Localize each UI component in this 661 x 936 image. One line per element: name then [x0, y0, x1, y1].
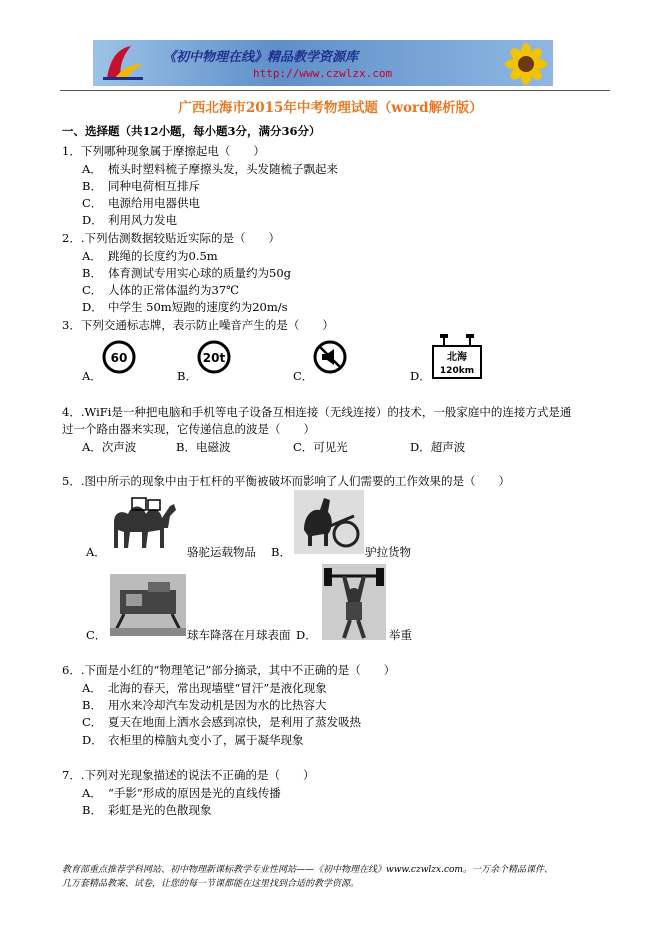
sign-a-text: 60 [110, 351, 128, 365]
sign-d-city: 北海 [447, 352, 467, 363]
q4-option-a [82, 439, 136, 455]
banner-title: 《初中物理在线》精品教学资源库 [163, 50, 359, 65]
header-rule [60, 90, 610, 91]
option-label: C． [82, 715, 103, 729]
q6-option-a-text: 北海的春天，常出现墙壁“冒汗”是液化现象 [108, 681, 327, 695]
q5-option-c-label: C． [86, 628, 107, 642]
q4-stem-line2: 过一个路由器来实现，它传递信息的波是（ ） [62, 422, 315, 436]
q6-option-a [82, 680, 327, 696]
q2-option-d-text: 中学生 50m短跑的速度约为20m/s [108, 300, 288, 314]
option-label: A． [82, 440, 102, 454]
q1-option-d-text: 利用风力发电 [108, 213, 177, 227]
q5-option-d-label: D． [296, 628, 317, 642]
q6-option-b-text: 用水来冷却汽车发动机是因为水的比热容大 [108, 698, 327, 712]
option-label: C． [82, 283, 103, 297]
q1-option-b-text: 同种电荷相互排斥 [108, 179, 200, 193]
q6-option-d-text: 衣柜里的樟脑丸变小了，属于凝华现象 [108, 733, 304, 747]
q2-option-a [82, 248, 218, 264]
q2-stem: 2．.下列估测数据较贴近实际的是（ ） [62, 231, 280, 245]
lunar-rover-image [110, 574, 186, 636]
q2-option-a-text: 跳绳的长度约为0.5m [108, 249, 218, 263]
footer-line-1: 教育部重点推荐学科网站、初中物理新课标教学专业性网站——《初中物理在线》www.czwlzx.com。一万余个精品课件、 [62, 865, 553, 875]
q5-option-a-label: A． [86, 545, 106, 559]
option-label: A． [82, 249, 102, 263]
option-label: A． [82, 162, 102, 176]
q7-option-a-text: “手影”形成的原因是光的直线传播 [108, 786, 281, 800]
q7-option-a [82, 785, 281, 801]
donkey-cart-image [294, 490, 364, 554]
q1-stem: 1．下列哪种现象属于摩擦起电（ ） [62, 144, 265, 158]
camel-image [108, 492, 180, 552]
sign-b-text: 20t [202, 351, 226, 365]
weight-limit-sign-icon [197, 340, 231, 374]
option-label: D． [82, 733, 103, 747]
page-footer [62, 863, 622, 891]
q3-stem: 3．下列交通标志牌，表示防止噪音产生的是（ ） [62, 318, 334, 332]
q1-option-d [82, 212, 177, 228]
q2-option-b [82, 265, 291, 281]
option-label: C． [293, 440, 314, 454]
option-label: D． [82, 213, 103, 227]
q1-option-c [82, 195, 200, 211]
q3-option-a-label: A． [82, 369, 102, 383]
q5-option-b-label: B． [271, 545, 291, 559]
sign-d-distance: 120km [439, 366, 475, 376]
q3-option-d-label: D． [410, 369, 431, 383]
q4-option-d-text: 超声波 [430, 440, 466, 454]
sunflower-icon [498, 42, 553, 86]
q4-option-b-text: 电磁波 [195, 440, 231, 454]
q2-option-c-text: 人体的正常体温约为37℃ [108, 283, 239, 297]
option-label: B． [82, 698, 102, 712]
header-banner [93, 40, 553, 86]
q4-option-c-text: 可见光 [313, 440, 348, 454]
q7-option-b [82, 802, 212, 818]
q3-option-c-label: C． [293, 369, 314, 383]
q6-option-c-text: 夏天在地面上洒水会感到凉快，是利用了蒸发吸热 [108, 715, 361, 729]
q5-stem: 5．.图中所示的现象中由于杠杆的平衡被破坏而影响了人们需要的工作效果的是（ ） [62, 474, 510, 488]
q5-option-a-text: 骆驼运载物品 [187, 545, 256, 559]
q1-option-a [82, 161, 338, 177]
q4-option-c [293, 439, 348, 455]
q2-option-b-text: 体育测试专用实心球的质量约为50g [108, 266, 291, 280]
weightlifter-image [322, 564, 386, 640]
speed-limit-sign-icon [102, 340, 136, 374]
option-label: B． [176, 440, 196, 454]
q2-option-d [82, 299, 288, 315]
q6-option-b [82, 697, 327, 713]
option-label: D． [82, 300, 103, 314]
option-label: A． [82, 786, 102, 800]
q6-option-c [82, 714, 361, 730]
option-label: B． [82, 803, 102, 817]
q6-option-d [82, 732, 304, 748]
option-label: C． [82, 196, 103, 210]
q4-option-a-text: 次声波 [101, 440, 137, 454]
section-heading: 一、选择题（共12小题，每小题3分，满分36分） [62, 124, 321, 138]
banner-url[interactable]: http://www.czwlzx.com [253, 67, 393, 80]
q5-option-d-text: 举重 [389, 628, 412, 642]
q4-option-b [176, 439, 230, 455]
option-label: D． [410, 440, 431, 454]
site-logo-icon [101, 44, 145, 82]
q3-option-b-label: B． [177, 369, 197, 383]
q4-stem-line1: 4．.WiFi是一种把电脑和手机等电子设备互相连接（无线连接）的技术，一般家庭中的连接方式是通 [62, 405, 572, 419]
q1-option-b [82, 178, 200, 194]
q7-stem: 7．.下列对光现象描述的说法不正确的是（ ） [62, 768, 315, 782]
document-title: 广西北海市2015年中考物理试题（word解析版） [178, 100, 483, 116]
q1-option-c-text: 电源给用电器供电 [108, 196, 200, 210]
distance-sign-icon [430, 334, 484, 380]
q7-option-b-text: 彩虹是光的色散现象 [108, 803, 212, 817]
q4-option-d [410, 439, 465, 455]
q1-option-a-text: 梳头时塑料梳子摩擦头发，头发随梳子飘起来 [108, 162, 338, 176]
option-label: B． [82, 179, 102, 193]
option-label: A． [82, 681, 102, 695]
footer-line-2: 几万套精品教案、试卷，让您的每一节课都能在这里找到合适的教学资源。 [62, 879, 360, 889]
q5-option-b-text: 驴拉货物 [365, 545, 411, 559]
q6-stem: 6．.下面是小红的“物理笔记”部分摘录，其中不正确的是（ ） [62, 663, 396, 677]
q5-option-c-text: 球车降落在月球表面 [187, 628, 291, 642]
option-label: B． [82, 266, 102, 280]
q2-option-c [82, 282, 239, 298]
no-horn-sign-icon [313, 340, 347, 374]
